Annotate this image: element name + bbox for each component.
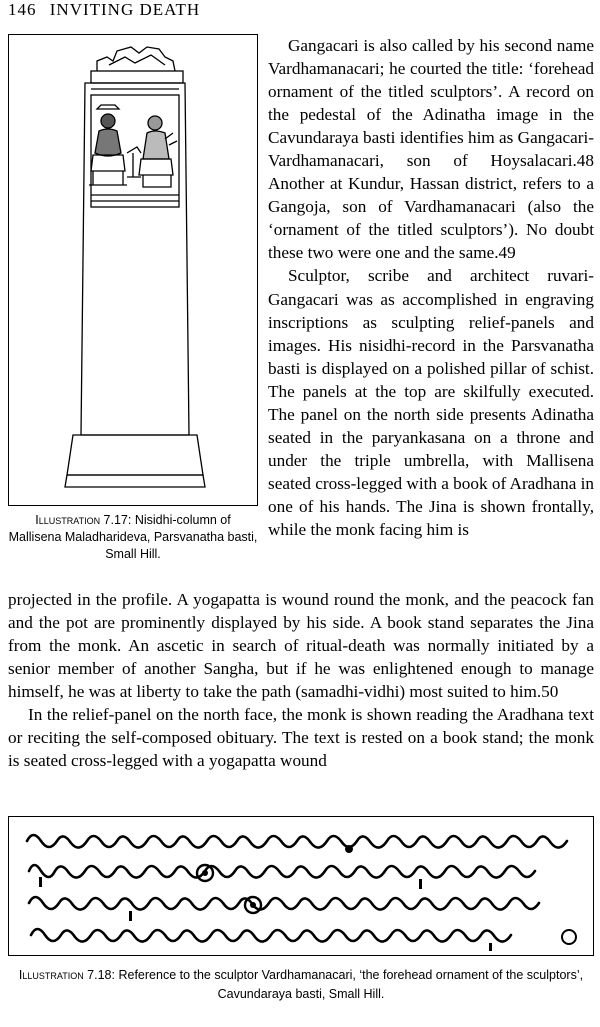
running-title: INVITING DEATH (49, 0, 201, 19)
illustration-caption-pillar (8, 512, 258, 563)
caption-text: Reference to the sculptor Vardhamanacari, ‘the forehead ornament of the sculptors’, Cavundaraya basti, Small Hill. (118, 968, 584, 1001)
caption-label: Illustration 7.18: (18, 968, 115, 982)
illustration-caption-inscription (8, 966, 594, 1004)
illustration-inscription (8, 816, 594, 956)
text-column-right (268, 34, 594, 541)
pillar-drawing (9, 35, 259, 507)
paragraph: projected in the profile. A yogapatta is wound round the monk, and the peacock fan and the pot are prominently displayed by his side. A book stand separates the Jina from the monk. An ascetic in search of ritual-death was normally initiated by a senior member of another Sangha, but if he was enlightened enough to manage himself, he was at liberty to take the path (samadhi-vidhi) most suited to him.50 (8, 590, 594, 702)
caption-text: Nisidhi-column of Mallisena Maladharideva, Parsvanatha basti, Small Hill. (8, 513, 258, 561)
paragraph: In the relief-panel on the north face, the monk is shown reading the Aradhana text or reciting the self-composed obituary. The text is rested on a book stand; the monk is seated cross-legged with a yogapatta wound (8, 705, 594, 771)
inscription-script (9, 817, 595, 957)
page-number: 146 (8, 0, 37, 19)
page-header (8, 0, 200, 20)
caption-label: Illustration 7.17: (35, 513, 132, 527)
illustration-pillar (8, 34, 258, 506)
paragraph: Gangacari is also called by his second name Vardhamanacari; he courted the title: ‘forehead ornament of the titled sculptors’. A record on the pedestal of the Adinatha image in the Cavundaraya basti identifies him as Gangacari-Vardhamanacari, son of Hoysalacari.48 Another at Kundur, Hassan district, refers to a Gangoja, son of Vardhamanacari (also the ‘ornament of the titled sculptors’). No doubt these two were one and the same.49 (268, 36, 594, 263)
text-full-width (8, 588, 594, 772)
paragraph: Sculptor, scribe and architect ruvari-Gangacari was as accomplished in engraving inscriptions as sculpting relief-panels and images. His nisidhi-record in the Parsvanatha basti is displayed on a polished pillar of schist. The panels at the top are skilfully executed. The panel on the north side presents Adinatha seated in the paryankasana on a throne and under the triple umbrella, with Mallisena seated cross-legged with a book of Aradhana in one of his hands. The Jina is shown frontally, while the monk facing him is (268, 266, 594, 539)
